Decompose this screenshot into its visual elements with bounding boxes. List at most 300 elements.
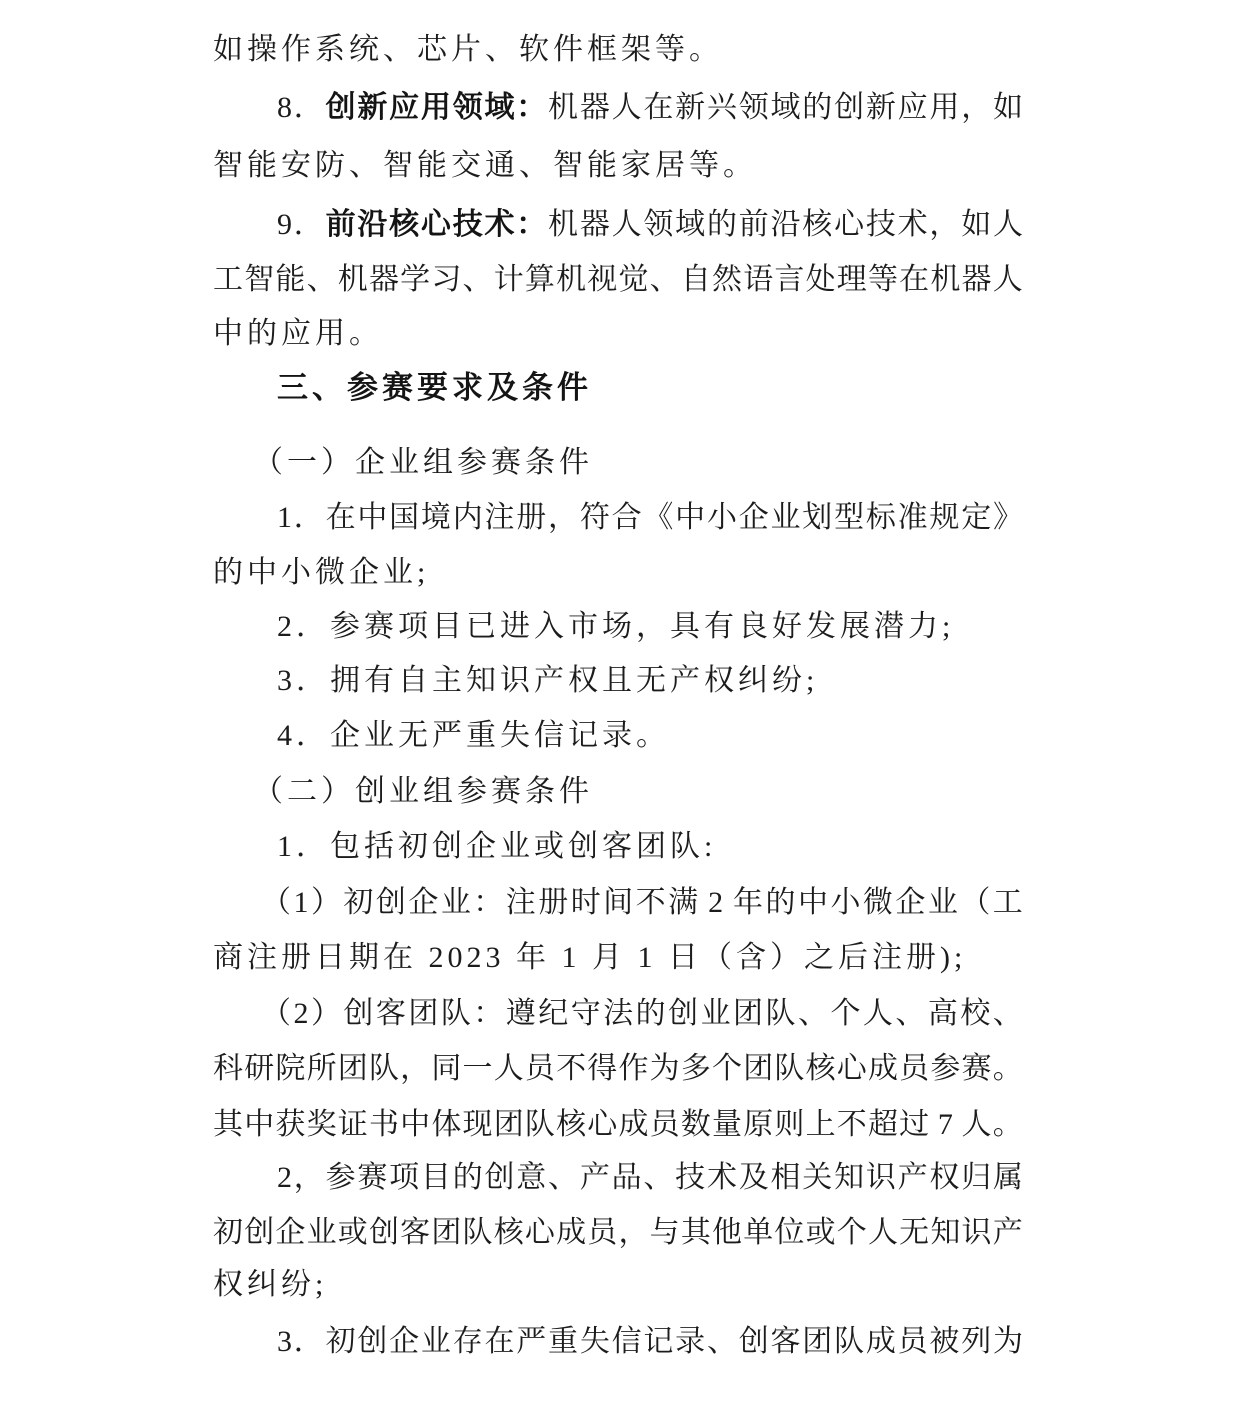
text-run: 权	[929, 1161, 960, 1194]
text-run: 一	[462, 1052, 493, 1085]
text-run: 或	[805, 1216, 836, 1249]
text-run: 原	[743, 1108, 774, 1141]
text-run: 中	[797, 886, 828, 919]
text-run: 创	[357, 1325, 388, 1358]
text-run: 标	[865, 501, 896, 534]
text-line	[277, 661, 818, 701]
text-run: 的	[802, 91, 833, 124]
text-run: 器	[961, 263, 992, 296]
text-run: ，	[293, 1161, 324, 1194]
text-run: 、	[306, 263, 337, 296]
text-run: 8	[277, 91, 292, 124]
text-run: 企	[275, 1216, 306, 1249]
text-run: 人	[611, 91, 642, 124]
text-run: 3	[277, 1325, 292, 1358]
text-run: 合	[611, 501, 642, 534]
text-run: 术	[897, 208, 928, 241]
text-run: 企	[895, 886, 926, 919]
text-run: 域	[675, 208, 706, 241]
text-run: 客	[770, 1325, 801, 1358]
text-run: 人	[992, 263, 1023, 296]
text-line	[277, 88, 1023, 128]
text-run: 1	[277, 501, 292, 534]
text-run: ：	[516, 91, 547, 124]
text-run: 创	[368, 1216, 399, 1249]
text-run: 产	[579, 1161, 610, 1194]
text-run: 的中小微企业;	[213, 556, 430, 589]
text-run: 自	[680, 263, 711, 296]
text-run: 客	[400, 1216, 431, 1249]
text-run: 在	[899, 263, 930, 296]
text-run: 言	[774, 263, 805, 296]
text-run: ：	[516, 208, 547, 241]
text-run: 觉	[618, 263, 649, 296]
text-run: 国	[389, 501, 420, 534]
text-run: 上	[805, 1108, 836, 1141]
text-run: 小	[706, 501, 737, 534]
text-run: 与	[649, 1216, 680, 1249]
text-run: 3．拥有自主知识产权且无产权纠纷;	[277, 664, 819, 697]
text-run: 团	[408, 997, 439, 1030]
text-run: 产	[897, 1161, 928, 1194]
text-run: 等	[867, 263, 898, 296]
text-line	[277, 1158, 1023, 1198]
text-run: 、	[462, 263, 493, 296]
text-run: 型	[834, 501, 865, 534]
text-run: 企	[389, 1325, 420, 1358]
text-run: 册	[516, 501, 547, 534]
text-run: 中	[357, 501, 388, 534]
text-run: 年	[733, 886, 764, 919]
text-run: 品	[611, 1161, 642, 1194]
text-run: 新	[357, 91, 388, 124]
text-run: 团	[431, 1216, 462, 1249]
text-run: 关	[802, 1161, 833, 1194]
text-run: ．	[293, 501, 324, 534]
text-line	[213, 1105, 1023, 1145]
text-run: 及	[738, 1161, 769, 1194]
text-run: 应	[897, 91, 928, 124]
text-run: 2．参赛项目已进入市场，具有良好发展潜力;	[277, 610, 955, 643]
text-line	[277, 498, 1023, 538]
text-run: 客	[375, 997, 406, 1030]
text-run: 个	[712, 1052, 742, 1085]
text-run: 归	[961, 1161, 992, 1194]
text-run: 企	[408, 886, 439, 919]
text-run: 《	[643, 501, 674, 534]
text-run: 列	[961, 1325, 992, 1358]
text-run: 。	[992, 1052, 1023, 1085]
text-run: 核	[802, 208, 833, 241]
text-run: 视	[587, 263, 618, 296]
text-run: 定	[961, 501, 992, 534]
text-run: 属	[992, 1161, 1023, 1194]
text-run: 体	[431, 1108, 462, 1141]
text-run: 业	[700, 997, 731, 1030]
text-run: 个	[830, 997, 861, 1030]
text-run: 7	[930, 1108, 961, 1141]
text-run: 技	[865, 208, 896, 241]
text-run: 员	[899, 1052, 930, 1085]
text-run: 人	[867, 1216, 898, 1249]
text-run: 其	[680, 1216, 711, 1249]
text-run: 成	[618, 1108, 649, 1141]
text-run: 获	[275, 1108, 306, 1141]
text-run: 小	[830, 886, 861, 919]
text-run: 如操作系统、芯片、软件框架等。	[213, 33, 723, 66]
text-run: 失	[579, 1325, 610, 1358]
text-run: ：	[473, 886, 504, 919]
text-run: 创	[375, 886, 406, 919]
text-run: 不	[836, 1108, 867, 1141]
text-run: 识	[865, 1161, 896, 1194]
text-run: 企	[738, 501, 769, 534]
text-run: ）	[310, 886, 341, 919]
text-run: 沿	[357, 208, 388, 241]
text-run: 证	[337, 1108, 368, 1141]
text-run: （	[261, 886, 291, 919]
section-heading	[277, 368, 592, 408]
text-line	[213, 1265, 327, 1305]
text-run: 新	[675, 91, 706, 124]
text-run: 位	[774, 1216, 805, 1249]
text-run: 如	[992, 91, 1023, 124]
text-run: 超	[867, 1108, 898, 1141]
text-run: 人	[493, 1052, 524, 1085]
text-run: 机	[548, 91, 579, 124]
text-run: 意	[516, 1161, 547, 1194]
text-run: 科	[213, 1052, 243, 1085]
text-run: 、	[992, 997, 1023, 1030]
text-run: 9	[277, 208, 292, 241]
text-run: 业	[770, 501, 801, 534]
text-run: 机	[548, 208, 579, 241]
text-run: 知	[930, 1216, 961, 1249]
text-run: 工	[213, 263, 243, 296]
text-run: 团	[743, 1052, 774, 1085]
text-run: 创	[668, 997, 699, 1030]
text-run: 新	[865, 91, 896, 124]
text-run: 域	[770, 91, 801, 124]
text-run: ．	[293, 91, 324, 124]
text-line	[261, 883, 1023, 923]
text-run: 不	[635, 886, 666, 919]
text-run: 初	[325, 1325, 356, 1358]
text-run: 、	[548, 1161, 579, 1194]
text-run: 心	[836, 1052, 867, 1085]
text-run: 创	[738, 1325, 769, 1358]
text-run: 识	[961, 1216, 992, 1249]
text-run: 术	[706, 1161, 737, 1194]
text-run: 或	[337, 1216, 368, 1249]
text-run: 核	[493, 1216, 524, 1249]
text-run: ，	[961, 91, 992, 124]
text-run: 人	[611, 208, 642, 241]
text-run: 团	[733, 997, 764, 1030]
text-run: 他	[712, 1216, 742, 1249]
text-run: ）	[310, 997, 341, 1030]
text-run: 员	[649, 1108, 680, 1141]
text-run: 器	[579, 91, 610, 124]
text-run: 1．包括初创企业或创客团队:	[277, 830, 717, 863]
text-run: 重	[548, 1325, 579, 1358]
text-run: 智能安防、智能交通、智能家居等。	[213, 149, 757, 182]
text-run: （一）企业组参赛条件	[253, 446, 593, 479]
text-run: 存	[452, 1325, 483, 1358]
text-run: 在	[643, 91, 674, 124]
text-run: 域	[484, 91, 515, 124]
text-run: 权纠纷;	[213, 1268, 328, 1301]
text-run: （	[261, 997, 291, 1030]
text-run: 习	[431, 263, 462, 296]
text-run: 、	[649, 263, 680, 296]
text-run: 能	[275, 263, 306, 296]
text-run: 微	[862, 886, 893, 919]
text-run: 的	[635, 997, 666, 1030]
text-run: 队	[765, 997, 796, 1030]
text-run: 核	[556, 1108, 587, 1141]
text-run: 其	[213, 1108, 243, 1141]
text-run: 用	[420, 91, 451, 124]
text-run: （二）创业组参赛条件	[253, 775, 593, 808]
text-run: 应	[389, 91, 420, 124]
text-run: 三、参赛要求及条件	[277, 370, 592, 405]
text-run: 为	[649, 1052, 680, 1085]
text-run: 团	[802, 1325, 833, 1358]
text-run: 沿	[770, 208, 801, 241]
text-run: 、	[895, 997, 926, 1030]
text-run: 录	[675, 1325, 706, 1358]
text-run: 纪	[538, 997, 569, 1030]
text-line	[253, 443, 593, 483]
text-line	[213, 1213, 1023, 1253]
text-run: 研	[244, 1052, 275, 1085]
text-run: 员	[524, 1052, 555, 1085]
text-run: 理	[836, 263, 867, 296]
text-run: 队	[440, 997, 471, 1030]
text-run: 业	[306, 1216, 337, 1249]
text-run: ：	[473, 997, 504, 1030]
text-run: 、	[797, 997, 828, 1030]
text-run: 成	[865, 1325, 896, 1358]
text-run: 的	[765, 886, 796, 919]
text-run: 中的应用。	[213, 317, 383, 350]
text-run: 创	[834, 91, 865, 124]
text-run: 人	[862, 997, 893, 1030]
text-run: 然	[712, 263, 742, 296]
text-run: ，	[618, 1216, 649, 1249]
text-run: 》	[992, 501, 1023, 534]
text-run: 人	[961, 1108, 992, 1141]
text-line	[213, 260, 1023, 300]
text-run: 校	[960, 997, 991, 1030]
text-run: 相	[770, 1161, 801, 1194]
text-run: ，	[548, 501, 579, 534]
text-run: 技	[675, 1161, 706, 1194]
text-run: 队	[368, 1052, 399, 1085]
text-run: 技	[452, 208, 483, 241]
text-run: 满	[668, 886, 699, 919]
text-run: 划	[802, 501, 833, 534]
text-run: 团	[337, 1052, 368, 1085]
text-run: 目	[420, 1161, 451, 1194]
text-run: 准	[897, 501, 928, 534]
text-run: 不	[556, 1052, 587, 1085]
text-run: 得	[587, 1052, 618, 1085]
text-run: 如	[961, 208, 992, 241]
text-run: 严	[516, 1325, 547, 1358]
text-line	[213, 30, 723, 70]
text-run: 遵	[505, 997, 536, 1030]
text-run: 高	[927, 997, 958, 1030]
text-run: 产	[992, 1216, 1023, 1249]
text-line	[213, 553, 429, 593]
text-run: 境	[420, 501, 451, 534]
text-line	[253, 772, 593, 812]
text-run: 多	[680, 1052, 711, 1085]
text-run: 参	[930, 1052, 961, 1085]
text-run: 队	[834, 1325, 865, 1358]
text-run: 创	[343, 997, 374, 1030]
text-run: 人	[992, 208, 1023, 241]
text-run: 业	[927, 886, 958, 919]
text-run: ，	[400, 1052, 431, 1085]
text-line	[213, 1049, 1023, 1089]
text-run: 则	[774, 1108, 805, 1141]
text-run: 现	[462, 1108, 493, 1141]
text-run: 兴	[706, 91, 737, 124]
text-run: 心	[834, 208, 865, 241]
text-run: 赛	[357, 1161, 388, 1194]
text-run: 工	[992, 886, 1023, 919]
text-run: 同	[431, 1052, 462, 1085]
text-run: 领	[643, 208, 674, 241]
text-run: 计	[493, 263, 524, 296]
text-run: 中	[400, 1108, 431, 1141]
text-run: 心	[524, 1216, 555, 1249]
text-line	[213, 146, 757, 186]
text-run: 册	[538, 886, 569, 919]
text-line	[213, 938, 966, 978]
text-run: 创	[244, 1216, 275, 1249]
text-run: 领	[452, 91, 483, 124]
text-run: 在	[325, 501, 356, 534]
text-run: 的	[706, 208, 737, 241]
text-run: 个	[836, 1216, 867, 1249]
text-run: 员	[897, 1325, 928, 1358]
text-run: 规	[929, 501, 960, 534]
text-run: 数	[680, 1108, 711, 1141]
text-run: 智	[244, 263, 275, 296]
text-run: 初	[343, 886, 374, 919]
text-run: 1	[293, 886, 309, 919]
text-run: 学	[400, 263, 431, 296]
text-run: 术	[484, 208, 515, 241]
text-run: 创	[325, 91, 356, 124]
text-run: 2	[277, 1161, 292, 1194]
text-run: 作	[618, 1052, 649, 1085]
text-run: 算	[524, 263, 555, 296]
text-run: 2	[293, 997, 309, 1030]
text-run: 器	[579, 208, 610, 241]
text-run: 队	[462, 1216, 493, 1249]
text-run: 器	[368, 263, 399, 296]
text-run: 机	[337, 263, 368, 296]
text-run: 语	[743, 263, 774, 296]
text-run: 商注册日期在 2023 年 1 月 1 日（含）之后注册);	[213, 941, 967, 974]
text-run: 核	[805, 1052, 836, 1085]
text-run: 创	[484, 1161, 515, 1194]
text-run: 奖	[306, 1108, 337, 1141]
text-run: ．	[293, 208, 324, 241]
text-run: 心	[420, 208, 451, 241]
text-run: 内	[452, 501, 483, 534]
text-run: 过	[899, 1108, 930, 1141]
text-run: ．	[293, 1325, 324, 1358]
text-line	[277, 716, 670, 756]
text-run: 量	[712, 1108, 742, 1141]
text-run: （	[960, 886, 991, 919]
text-run: 业	[440, 886, 471, 919]
text-line	[277, 827, 716, 867]
text-run: 2	[700, 886, 731, 919]
text-run: 被	[929, 1325, 960, 1358]
text-run: 成	[556, 1216, 587, 1249]
text-line	[277, 607, 954, 647]
text-run: 核	[389, 208, 420, 241]
text-run: 团	[493, 1108, 524, 1141]
text-line	[213, 314, 383, 354]
text-run: 4．企业无严重失信记录。	[277, 719, 670, 752]
text-run: 为	[992, 1325, 1023, 1358]
text-line	[277, 205, 1023, 245]
text-run: 赛	[961, 1052, 992, 1085]
text-run: 中	[244, 1108, 275, 1141]
text-run: 领	[738, 91, 769, 124]
text-run: 机	[556, 263, 587, 296]
text-line	[277, 1322, 1023, 1362]
text-run: 机	[930, 263, 961, 296]
text-run: 心	[587, 1108, 618, 1141]
text-run: 处	[805, 263, 836, 296]
text-run: 注	[505, 886, 536, 919]
text-line	[261, 994, 1023, 1034]
text-run: 成	[867, 1052, 898, 1085]
text-run: 业	[420, 1325, 451, 1358]
text-run: 守	[570, 997, 601, 1030]
text-run: 队	[524, 1108, 555, 1141]
text-run: 队	[774, 1052, 805, 1085]
text-run: 前	[738, 208, 769, 241]
text-run: 前	[325, 208, 356, 241]
text-run: 无	[899, 1216, 930, 1249]
text-run: 信	[611, 1325, 642, 1358]
text-run: 书	[368, 1108, 399, 1141]
text-run: 注	[484, 501, 515, 534]
text-run: 时	[570, 886, 601, 919]
text-run: 中	[675, 501, 706, 534]
text-run: 的	[452, 1161, 483, 1194]
text-run: 间	[603, 886, 634, 919]
text-run: 初	[213, 1216, 243, 1249]
text-run: 员	[587, 1216, 618, 1249]
text-run: 、	[643, 1161, 674, 1194]
text-run: 、	[706, 1325, 737, 1358]
text-run: 项	[389, 1161, 420, 1194]
text-run: 。	[992, 1108, 1023, 1141]
text-run: ，	[929, 208, 960, 241]
text-run: 所	[306, 1052, 337, 1085]
